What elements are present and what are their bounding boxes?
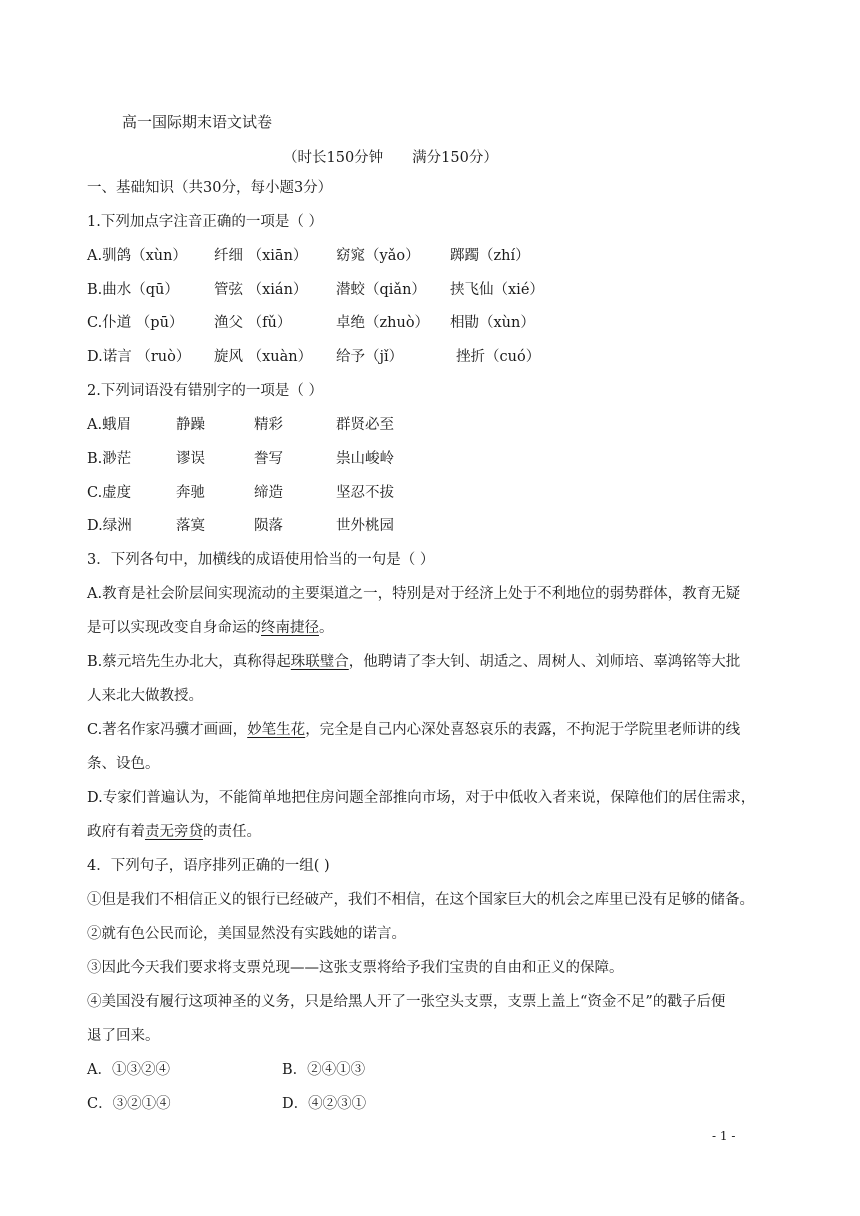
q1-option-c-2: 渔父 （fǔ）: [214, 315, 292, 331]
q3-text: ，完全是自己内心深处喜怒哀乐的表露，不拘泥于学院里老师讲的线: [305, 722, 741, 738]
q2-option-d-1: D.绿洲: [87, 518, 132, 534]
q4-option-d: D．④②③①: [282, 1096, 367, 1112]
q3-idiom-c: 妙笔生花: [247, 722, 306, 738]
q4-option-c: C．③②①④: [87, 1096, 171, 1112]
section-heading: 一、基础知识（共30分，每小题3分）: [87, 180, 333, 196]
q3-idiom-d: 责无旁贷: [145, 824, 203, 840]
q3-option-d-line2: [87, 822, 261, 842]
q3-stem: 3．下列各句中，加横线的成语使用恰当的一句是（ ）: [87, 552, 435, 568]
q3-idiom-a: 终南捷径: [261, 620, 319, 636]
q2-option-c-2: 奔驰: [176, 485, 205, 501]
q4-sentence-4-line2: 退了回来。: [87, 1028, 160, 1044]
exam-title: 高一国际期末语文试卷: [122, 113, 273, 131]
q3-text: C.著名作家冯骥才画画，: [87, 722, 248, 738]
q3-option-a-line1: A.教育是社会阶层间实现流动的主要渠道之一，特别是对于经济上处于不利地位的弱势群体，教育无疑: [87, 586, 741, 602]
q3-option-c-line2: 条、设色。: [87, 756, 160, 772]
q2-option-b-3: 誊写: [254, 451, 283, 467]
q2-option-d-2: 落寞: [176, 518, 205, 534]
q1-option-d-2: 旋风 （xuàn）: [214, 349, 313, 365]
q1-option-b-3: 潜蛟（qiǎn）: [336, 282, 426, 298]
q2-stem: 2.下列词语没有错别字的一项是（ ）: [87, 383, 323, 399]
q3-option-c-line1: [87, 720, 740, 740]
q2-option-d-3: 陨落: [254, 518, 283, 534]
q1-option-a-4: 踯躅（zhí）: [450, 248, 530, 264]
q1-option-b-2: 管弦 （xián）: [214, 282, 308, 298]
q1-option-c-4: 相勖（xùn）: [450, 315, 535, 331]
q1-option-b-1: B.曲水（qū）: [87, 282, 179, 298]
q3-option-b-line1: [87, 652, 740, 672]
q4-sentence-1: ①但是我们不相信正义的银行已经破产，我们不相信，在这个国家巨大的机会之库里已没有足够的储备。: [87, 892, 754, 908]
q1-option-b-4: 挟飞仙（xié）: [450, 282, 544, 298]
q1-option-d-4: 挫折（cuó）: [456, 349, 541, 365]
q3-text: 。: [319, 620, 334, 636]
q3-option-a-line2: [87, 618, 334, 638]
q3-text: 政府有着: [87, 824, 145, 840]
q3-text: B.蔡元培先生办北大，真称得起: [87, 654, 291, 670]
q1-stem: 1.下列加点字注音正确的一项是（ ）: [87, 214, 323, 230]
q1-option-a-3: 窈窕（yǎo）: [336, 248, 420, 264]
q2-option-a-1: A.蛾眉: [87, 417, 132, 433]
q2-option-a-2: 静躁: [176, 417, 205, 433]
q3-option-d-line1: D.专家们普遍认为，不能简单地把住房问题全部推向市场，对于中低收入者来说，保障他们的居住需求，: [87, 790, 756, 806]
q1-option-c-3: 卓绝（zhuò）: [336, 315, 430, 331]
q4-sentence-3: ③因此今天我们要求将支票兑现——这张支票将给予我们宝贵的自由和正义的保障。: [87, 960, 624, 976]
q2-option-b-1: B.渺茫: [87, 451, 132, 467]
q3-text: 是可以实现改变自身命运的: [87, 620, 261, 636]
q2-option-c-4: 坚忍不拔: [336, 485, 394, 501]
q3-idiom-b: 珠联璧合: [290, 654, 349, 670]
q1-option-c-1: C.仆道 （pū）: [87, 315, 184, 331]
q1-option-a-2: 纤细 （xiān）: [214, 248, 308, 264]
q4-option-a: A．①③②④: [87, 1062, 170, 1078]
q1-option-d-1: D.诺言 （ruò）: [87, 349, 191, 365]
q1-option-a-1: A.驯鸽（xùn）: [87, 248, 187, 264]
q4-stem: 4．下列句子，语序排列正确的一组( ): [87, 858, 330, 874]
q3-text: 的责任。: [203, 824, 261, 840]
q2-option-a-4: 群贤必至: [336, 417, 394, 433]
q2-option-a-3: 精彩: [254, 417, 283, 433]
q4-sentence-2: ②就有色公民而论，美国显然没有实践她的诺言。: [87, 926, 406, 942]
q2-option-b-2: 谬误: [176, 451, 205, 467]
exam-subtitle: （时长150分钟 满分150分）: [283, 150, 498, 166]
q4-option-b: B．②④①③: [282, 1062, 366, 1078]
q3-option-b-line2: 人来北大做教授。: [87, 688, 203, 704]
q4-sentence-4-line1: ④美国没有履行这项神圣的义务，只是给黑人开了一张空头支票，支票上盖上“资金不足”的戳子后便: [87, 994, 726, 1010]
q3-text: ，他聘请了李大钊、胡适之、周树人、刘师培、辜鸿铭等大批: [348, 654, 741, 670]
q2-option-c-1: C.虚度: [87, 485, 132, 501]
q2-option-c-3: 缔造: [254, 485, 283, 501]
q2-option-d-4: 世外桃园: [336, 518, 394, 534]
page-number: - 1 -: [712, 1129, 736, 1143]
q2-option-b-4: 祟山峻岭: [336, 451, 394, 467]
q1-option-d-3: 给予（jǐ）: [336, 349, 404, 365]
